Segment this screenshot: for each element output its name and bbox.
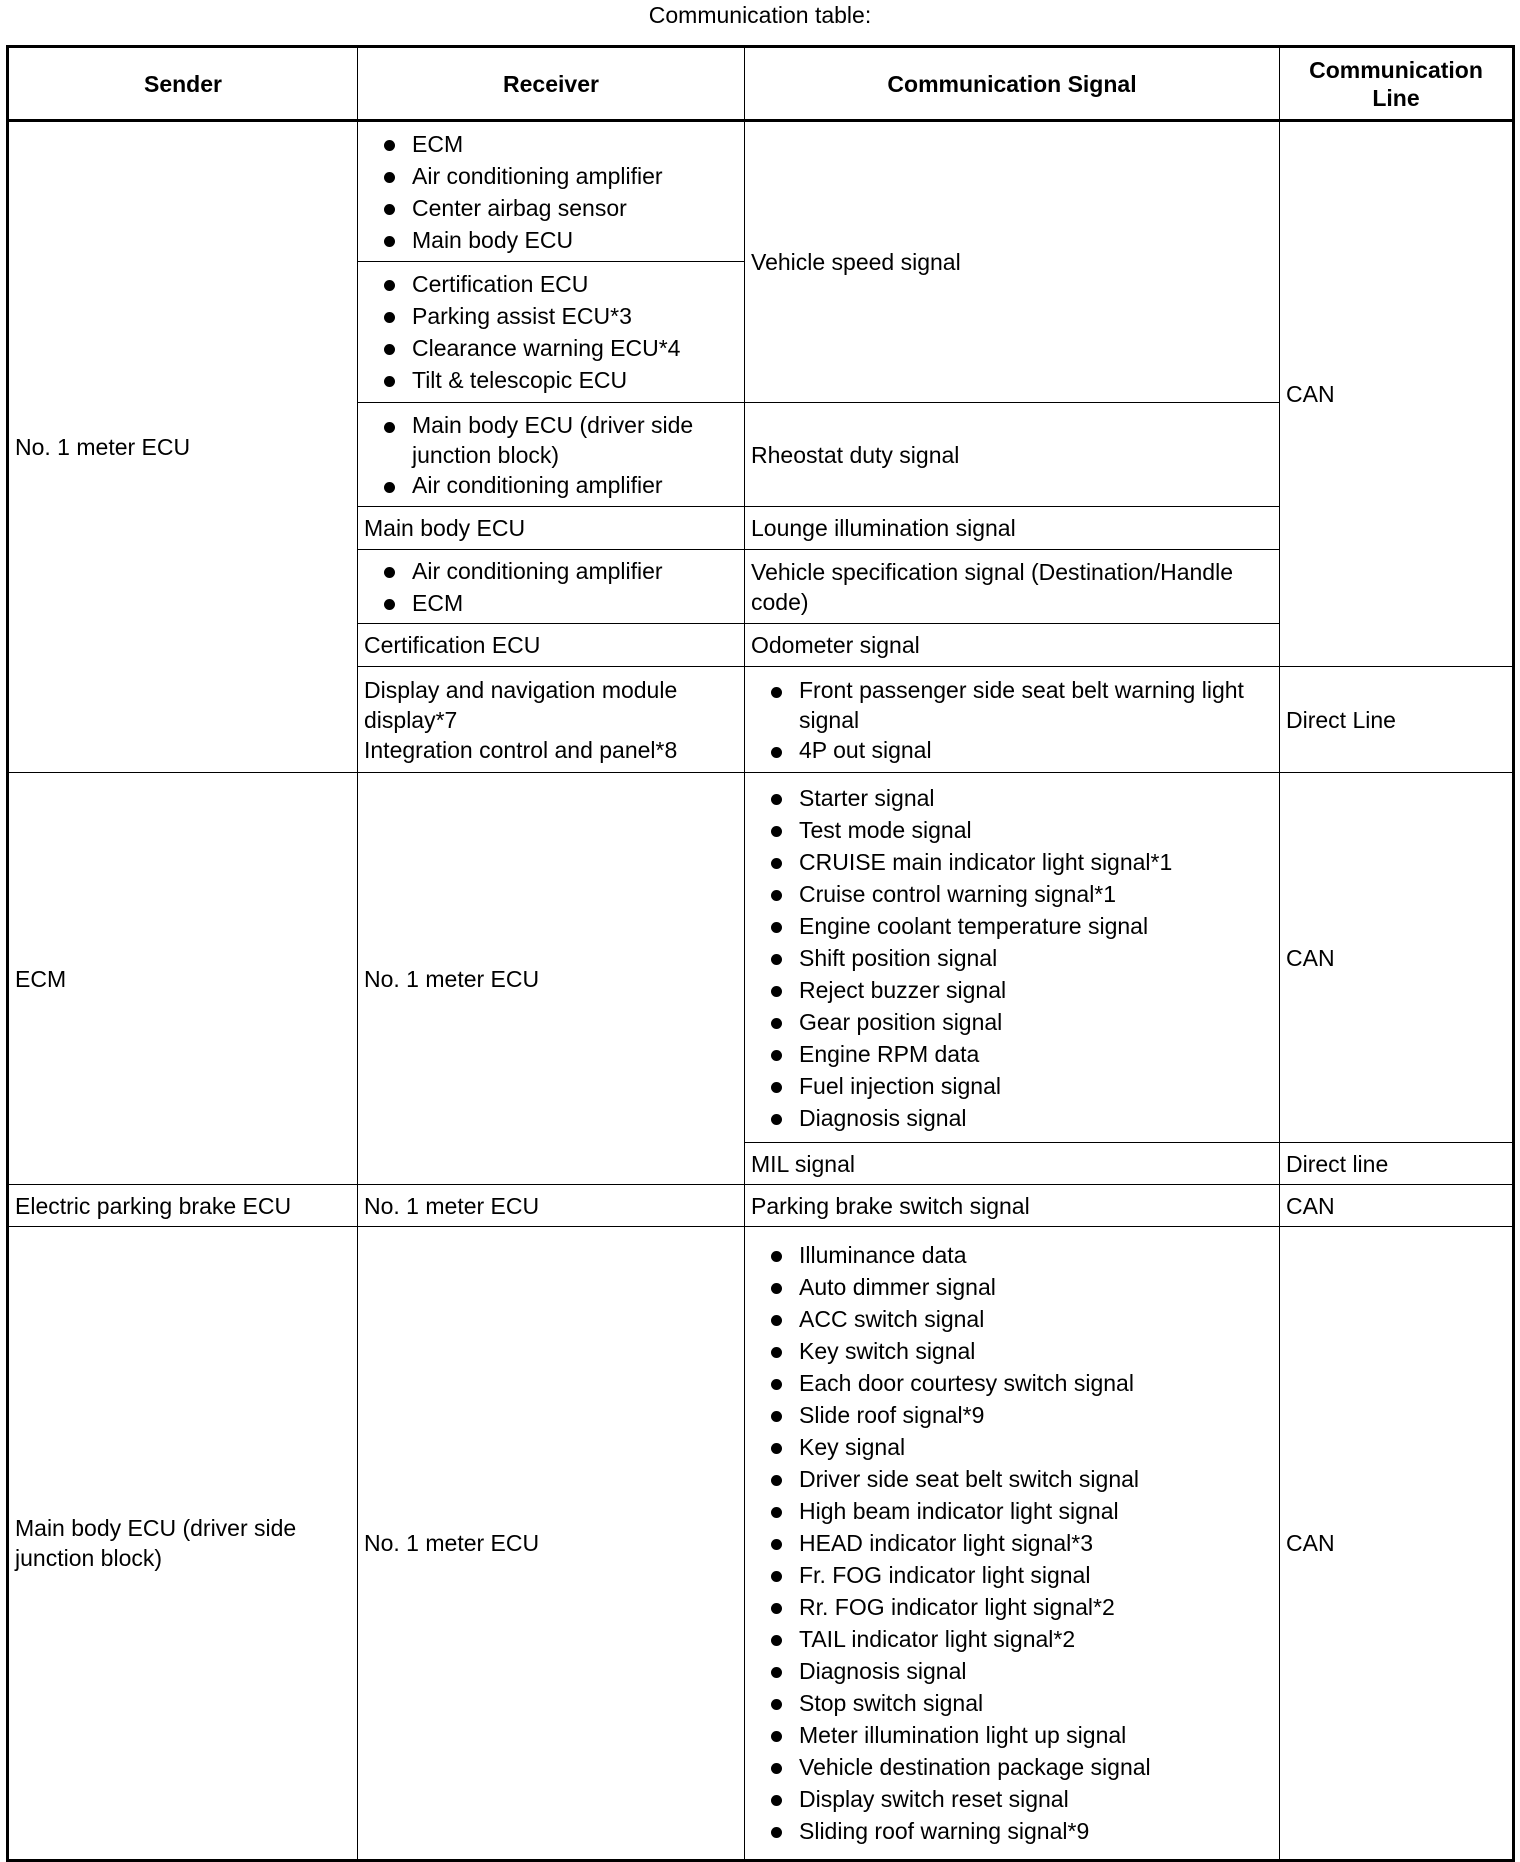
communication-table [6, 45, 1515, 1862]
sender-cell: Electric parking brake ECU [8, 1185, 358, 1227]
table-row [8, 1227, 1514, 1861]
list-item: Diagnosis signal [751, 1102, 1273, 1134]
list-item: Center airbag sensor [364, 192, 738, 224]
line-cell: CAN [1280, 1185, 1514, 1227]
receiver-cell: Main body ECU [358, 507, 745, 550]
receiver-cell: No. 1 meter ECU [358, 1227, 745, 1861]
table-row [8, 773, 1514, 1143]
signal-cell [745, 773, 1280, 1143]
list-item: Stop switch signal [751, 1687, 1273, 1719]
list-item: Rr. FOG indicator light signal*2 [751, 1591, 1273, 1623]
sender-cell: Main body ECU (driver side junction block) [8, 1227, 358, 1861]
line-cell: Direct line [1280, 1143, 1514, 1185]
signal-cell: Lounge illumination signal [745, 507, 1280, 550]
list-item: 4P out signal [751, 735, 1273, 765]
list-item: Illuminance data [751, 1239, 1273, 1271]
header-sender: Sender [8, 47, 358, 121]
table-row [8, 1185, 1514, 1227]
list-item: Slide roof signal*9 [751, 1399, 1273, 1431]
list-item: Engine RPM data [751, 1038, 1273, 1070]
receiver-cell: Certification ECU [358, 624, 745, 667]
receiver-cell: No. 1 meter ECU [358, 1185, 745, 1227]
signal-cell [745, 1227, 1280, 1861]
list-item: Gear position signal [751, 1006, 1273, 1038]
receiver-cell [358, 262, 745, 403]
line-cell: CAN [1280, 121, 1514, 667]
list-item: Each door courtesy switch signal [751, 1367, 1273, 1399]
list-item: Key signal [751, 1431, 1273, 1463]
receiver-line: Integration control and panel*8 [364, 736, 678, 763]
line-cell: Direct Line [1280, 667, 1514, 773]
header-row [8, 47, 1514, 121]
list-item: Cruise control warning signal*1 [751, 878, 1273, 910]
receiver-cell: No. 1 meter ECU [358, 773, 745, 1185]
signal-cell: Rheostat duty signal [745, 403, 1280, 507]
list-item: Air conditioning amplifier [364, 555, 738, 587]
list-item: Certification ECU [364, 268, 738, 300]
list-item: Air conditioning amplifier [364, 160, 738, 192]
list-item: Engine coolant temperature signal [751, 910, 1273, 942]
table-caption: Communication table: [648, 2, 872, 28]
sender-cell: ECM [8, 773, 358, 1185]
signal-cell: Parking brake switch signal [745, 1185, 1280, 1227]
list-item: Sliding roof warning signal*9 [751, 1815, 1273, 1847]
list-item: Display switch reset signal [751, 1783, 1273, 1815]
list-item: Main body ECU (driver side junction block) [364, 410, 738, 470]
signal-cell: Odometer signal [745, 624, 1280, 667]
sender-cell: No. 1 meter ECU [8, 121, 358, 773]
table-row [8, 121, 1514, 262]
list-item: Parking assist ECU*3 [364, 300, 738, 332]
receiver-cell [358, 403, 745, 507]
list-item: Key switch signal [751, 1335, 1273, 1367]
list-item: CRUISE main indicator light signal*1 [751, 846, 1273, 878]
list-item: Test mode signal [751, 814, 1273, 846]
list-item: Fr. FOG indicator light signal [751, 1559, 1273, 1591]
list-item: TAIL indicator light signal*2 [751, 1623, 1273, 1655]
list-item: Reject buzzer signal [751, 974, 1273, 1006]
list-item: ECM [364, 128, 738, 160]
line-cell: CAN [1280, 1227, 1514, 1861]
list-item: Vehicle destination package signal [751, 1751, 1273, 1783]
header-line: Communication Line [1280, 47, 1514, 121]
line-cell: CAN [1280, 773, 1514, 1143]
header-signal: Communication Signal [745, 47, 1280, 121]
list-item: Shift position signal [751, 942, 1273, 974]
list-item: Driver side seat belt switch signal [751, 1463, 1273, 1495]
receiver-cell [358, 550, 745, 624]
list-item: Clearance warning ECU*4 [364, 332, 738, 364]
list-item: High beam indicator light signal [751, 1495, 1273, 1527]
list-item: Meter illumination light up signal [751, 1719, 1273, 1751]
header-receiver: Receiver [358, 47, 745, 121]
receiver-cell [358, 667, 745, 773]
list-item: Main body ECU [364, 224, 738, 256]
list-item: ACC switch signal [751, 1303, 1273, 1335]
list-item: Diagnosis signal [751, 1655, 1273, 1687]
list-item: Fuel injection signal [751, 1070, 1273, 1102]
list-item: HEAD indicator light signal*3 [751, 1527, 1273, 1559]
signal-cell [745, 667, 1280, 773]
list-item: Tilt & telescopic ECU [364, 364, 738, 396]
signal-cell: Vehicle specification signal (Destination/Handle code) [745, 550, 1280, 624]
list-item: Air conditioning amplifier [364, 470, 738, 500]
receiver-cell [358, 121, 745, 262]
receiver-line: Display and navigation module display*7 [364, 676, 678, 733]
list-item: ECM [364, 587, 738, 619]
signal-cell: MIL signal [745, 1143, 1280, 1185]
list-item: Auto dimmer signal [751, 1271, 1273, 1303]
list-item: Front passenger side seat belt warning light signal [751, 675, 1273, 735]
signal-cell: Vehicle speed signal [745, 121, 1280, 403]
list-item: Starter signal [751, 782, 1273, 814]
